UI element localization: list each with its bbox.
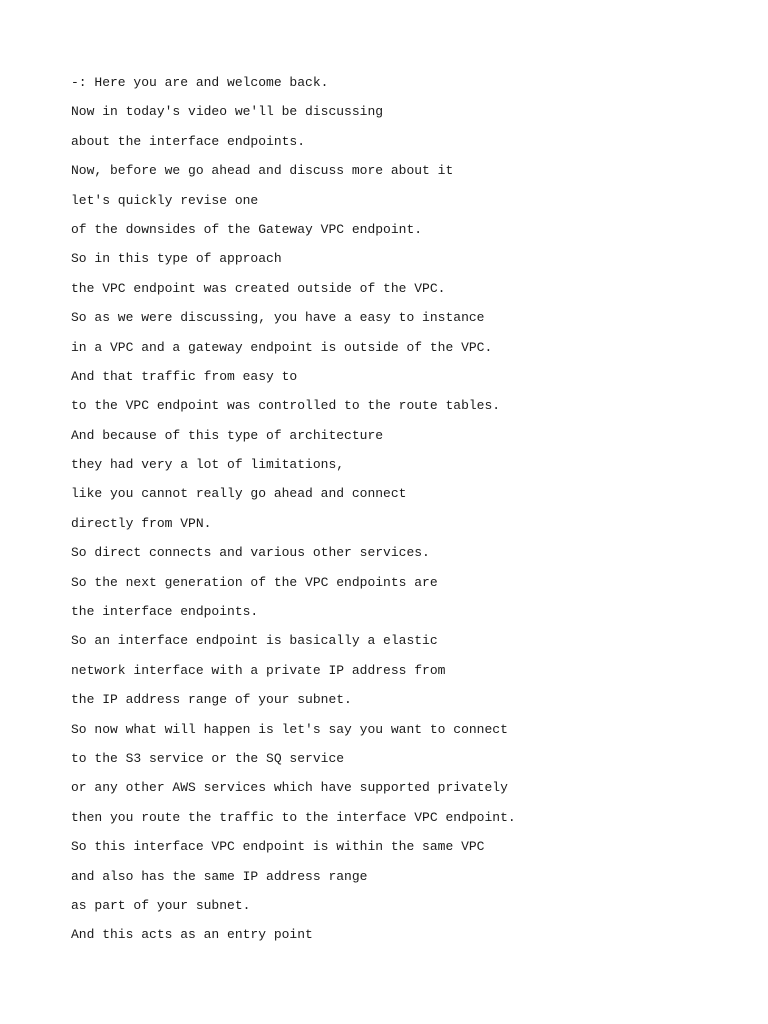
transcript-line: directly from VPN. [71, 515, 212, 531]
transcript-line: So this interface VPC endpoint is within the same VPC [71, 839, 485, 855]
transcript-line: or any other AWS services which have supported privately [71, 780, 508, 796]
transcript-line: about the interface endpoints. [71, 133, 306, 149]
transcript-line: then you route the traffic to the interface VPC endpoint. [71, 809, 516, 825]
transcript-line: -: Here you are and welcome back. [71, 75, 329, 90]
transcript-line: Now, before we go ahead and discuss more about it [71, 163, 454, 179]
transcript-line: So direct connects and various other services. [71, 545, 430, 561]
transcript-line: in a VPC and a gateway endpoint is outside of the VPC. [71, 339, 493, 355]
transcript-line: And because of this type of architecture [71, 427, 384, 443]
transcript-line: And this acts as an entry point [71, 927, 313, 943]
transcript-page [71, 68, 731, 950]
transcript-line: the IP address range of your subnet. [71, 692, 352, 708]
transcript-line: And that traffic from easy to [71, 368, 298, 384]
transcript-line: and also has the same IP address range [71, 868, 368, 884]
transcript-line: the interface endpoints. [71, 604, 259, 620]
transcript-line: So now what will happen is let's say you want to connect [71, 721, 508, 737]
transcript-line: the VPC endpoint was created outside of the VPC. [71, 280, 446, 296]
transcript-line: So in this type of approach [71, 251, 282, 267]
transcript-line: to the S3 service or the SQ service [71, 750, 345, 766]
transcript-line: So the next generation of the VPC endpoints are [71, 574, 438, 590]
transcript-line: So as we were discussing, you have a easy to instance [71, 310, 485, 326]
transcript-line: So an interface endpoint is basically a elastic [71, 633, 438, 649]
transcript-line: network interface with a private IP address from [71, 662, 446, 678]
transcript-line: of the downsides of the Gateway VPC endpoint. [71, 221, 423, 237]
transcript-line: Now in today's video we'll be discussing [71, 104, 384, 120]
transcript-line: like you cannot really go ahead and connect [71, 486, 407, 502]
transcript-line: to the VPC endpoint was controlled to the route tables. [71, 398, 501, 414]
transcript-line: they had very a lot of limitations, [71, 457, 345, 473]
transcript-line: as part of your subnet. [71, 897, 251, 913]
transcript-line: let's quickly revise one [71, 192, 259, 208]
